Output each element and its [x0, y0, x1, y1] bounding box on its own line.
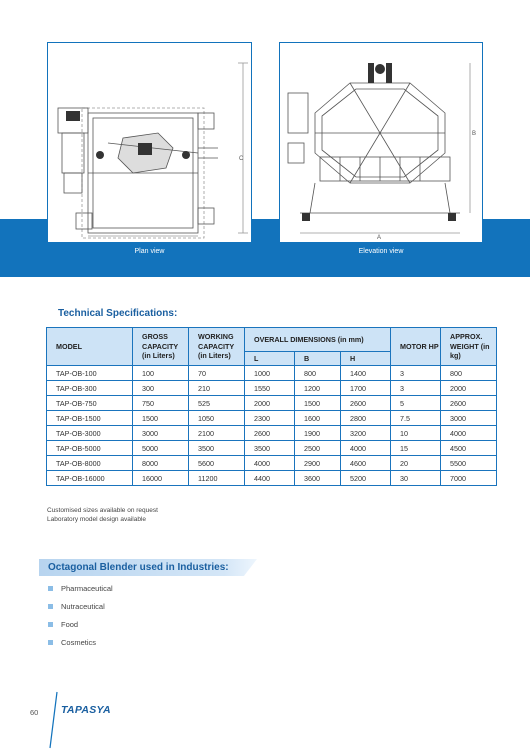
- cell-model: TAP-OB-5000: [47, 441, 133, 456]
- cell-b: 2500: [295, 441, 341, 456]
- cell-model: TAP-OB-750: [47, 396, 133, 411]
- header-b: B: [295, 352, 341, 366]
- cell-motor: 30: [391, 471, 441, 486]
- cell-gross: 300: [133, 381, 189, 396]
- header-model: MODEL: [47, 328, 133, 366]
- cell-motor: 10: [391, 426, 441, 441]
- cell-h: 2600: [341, 396, 391, 411]
- industry-label: Nutraceutical: [61, 601, 105, 611]
- cell-gross: 100: [133, 366, 189, 381]
- cell-b: 3600: [295, 471, 341, 486]
- cell-b: 1900: [295, 426, 341, 441]
- note-lab-model: Laboratory model design available: [47, 515, 147, 523]
- header-h: H: [341, 352, 391, 366]
- cell-weight: 800: [441, 366, 497, 381]
- cell-weight: 2000: [441, 381, 497, 396]
- cell-b: 1200: [295, 381, 341, 396]
- cell-working: 210: [189, 381, 245, 396]
- cell-l: 4000: [245, 456, 295, 471]
- cell-motor: 20: [391, 456, 441, 471]
- cell-b: 1600: [295, 411, 341, 426]
- cell-b: 1500: [295, 396, 341, 411]
- dimension-c-label: C: [239, 156, 244, 162]
- cell-b: 800: [295, 366, 341, 381]
- cell-weight: 2600: [441, 396, 497, 411]
- cell-b: 2900: [295, 456, 341, 471]
- cell-h: 4000: [341, 441, 391, 456]
- cell-working: 525: [189, 396, 245, 411]
- cell-working: 5600: [189, 456, 245, 471]
- cell-motor: 3: [391, 366, 441, 381]
- cell-weight: 4500: [441, 441, 497, 456]
- cell-l: 4400: [245, 471, 295, 486]
- cell-weight: 3000: [441, 411, 497, 426]
- cell-gross: 8000: [133, 456, 189, 471]
- cell-model: TAP-OB-300: [47, 381, 133, 396]
- cell-model: TAP-OB-100: [47, 366, 133, 381]
- header-overall-dimensions: OVERALL DIMENSIONS (in mm): [245, 328, 391, 352]
- cell-model: TAP-OB-3000: [47, 426, 133, 441]
- cell-working: 1050: [189, 411, 245, 426]
- header-working-capacity: WORKING CAPACITY (in Liters): [189, 328, 245, 366]
- cell-motor: 15: [391, 441, 441, 456]
- cell-motor: 7.5: [391, 411, 441, 426]
- cell-gross: 1500: [133, 411, 189, 426]
- cell-gross: 5000: [133, 441, 189, 456]
- dimension-a-label: A: [377, 235, 382, 241]
- cell-model: TAP-OB-1500: [47, 411, 133, 426]
- header-motor-hp: MOTOR HP: [391, 328, 441, 366]
- cell-h: 2800: [341, 411, 391, 426]
- cell-l: 1550: [245, 381, 295, 396]
- cell-h: 1400: [341, 366, 391, 381]
- header-gross-capacity: GROSS CAPACITY (in Liters): [133, 328, 189, 366]
- cell-working: 3500: [189, 441, 245, 456]
- cell-h: 5200: [341, 471, 391, 486]
- cell-l: 3500: [245, 441, 295, 456]
- page-number: 60: [30, 708, 39, 717]
- cell-working: 11200: [189, 471, 245, 486]
- cell-weight: 5500: [441, 456, 497, 471]
- industry-label: Food: [61, 619, 79, 629]
- tech-spec-title: Technical Specifications:: [58, 308, 178, 319]
- cell-model: TAP-OB-8000: [47, 456, 133, 471]
- cell-weight: 7000: [441, 471, 497, 486]
- header-approx-weight: APPROX. WEIGHT (in kg): [441, 328, 497, 366]
- header-l: L: [245, 352, 295, 366]
- cell-l: 2000: [245, 396, 295, 411]
- cell-weight: 4000: [441, 426, 497, 441]
- cell-h: 1700: [341, 381, 391, 396]
- cell-motor: 3: [391, 381, 441, 396]
- elevation-view-caption: Elevation view: [358, 248, 404, 255]
- dimension-b-label: B: [472, 131, 477, 137]
- cell-working: 2100: [189, 426, 245, 441]
- industries-title: Octagonal Blender used in Industries:: [48, 562, 229, 573]
- industry-label: Pharmaceutical: [61, 583, 113, 593]
- cell-gross: 3000: [133, 426, 189, 441]
- plan-view-caption: Plan view: [134, 248, 165, 255]
- cell-h: 3200: [341, 426, 391, 441]
- cell-motor: 5: [391, 396, 441, 411]
- cell-l: 2600: [245, 426, 295, 441]
- cell-h: 4600: [341, 456, 391, 471]
- cell-gross: 16000: [133, 471, 189, 486]
- cell-model: TAP-OB-16000: [47, 471, 133, 486]
- cell-gross: 750: [133, 396, 189, 411]
- note-custom-sizes: Customised sizes available on request: [47, 507, 158, 514]
- cell-l: 2300: [245, 411, 295, 426]
- cell-l: 1000: [245, 366, 295, 381]
- cell-working: 70: [189, 366, 245, 381]
- brand-logo: TAPASYA: [61, 704, 111, 716]
- industry-label: Cosmetics: [61, 637, 97, 647]
